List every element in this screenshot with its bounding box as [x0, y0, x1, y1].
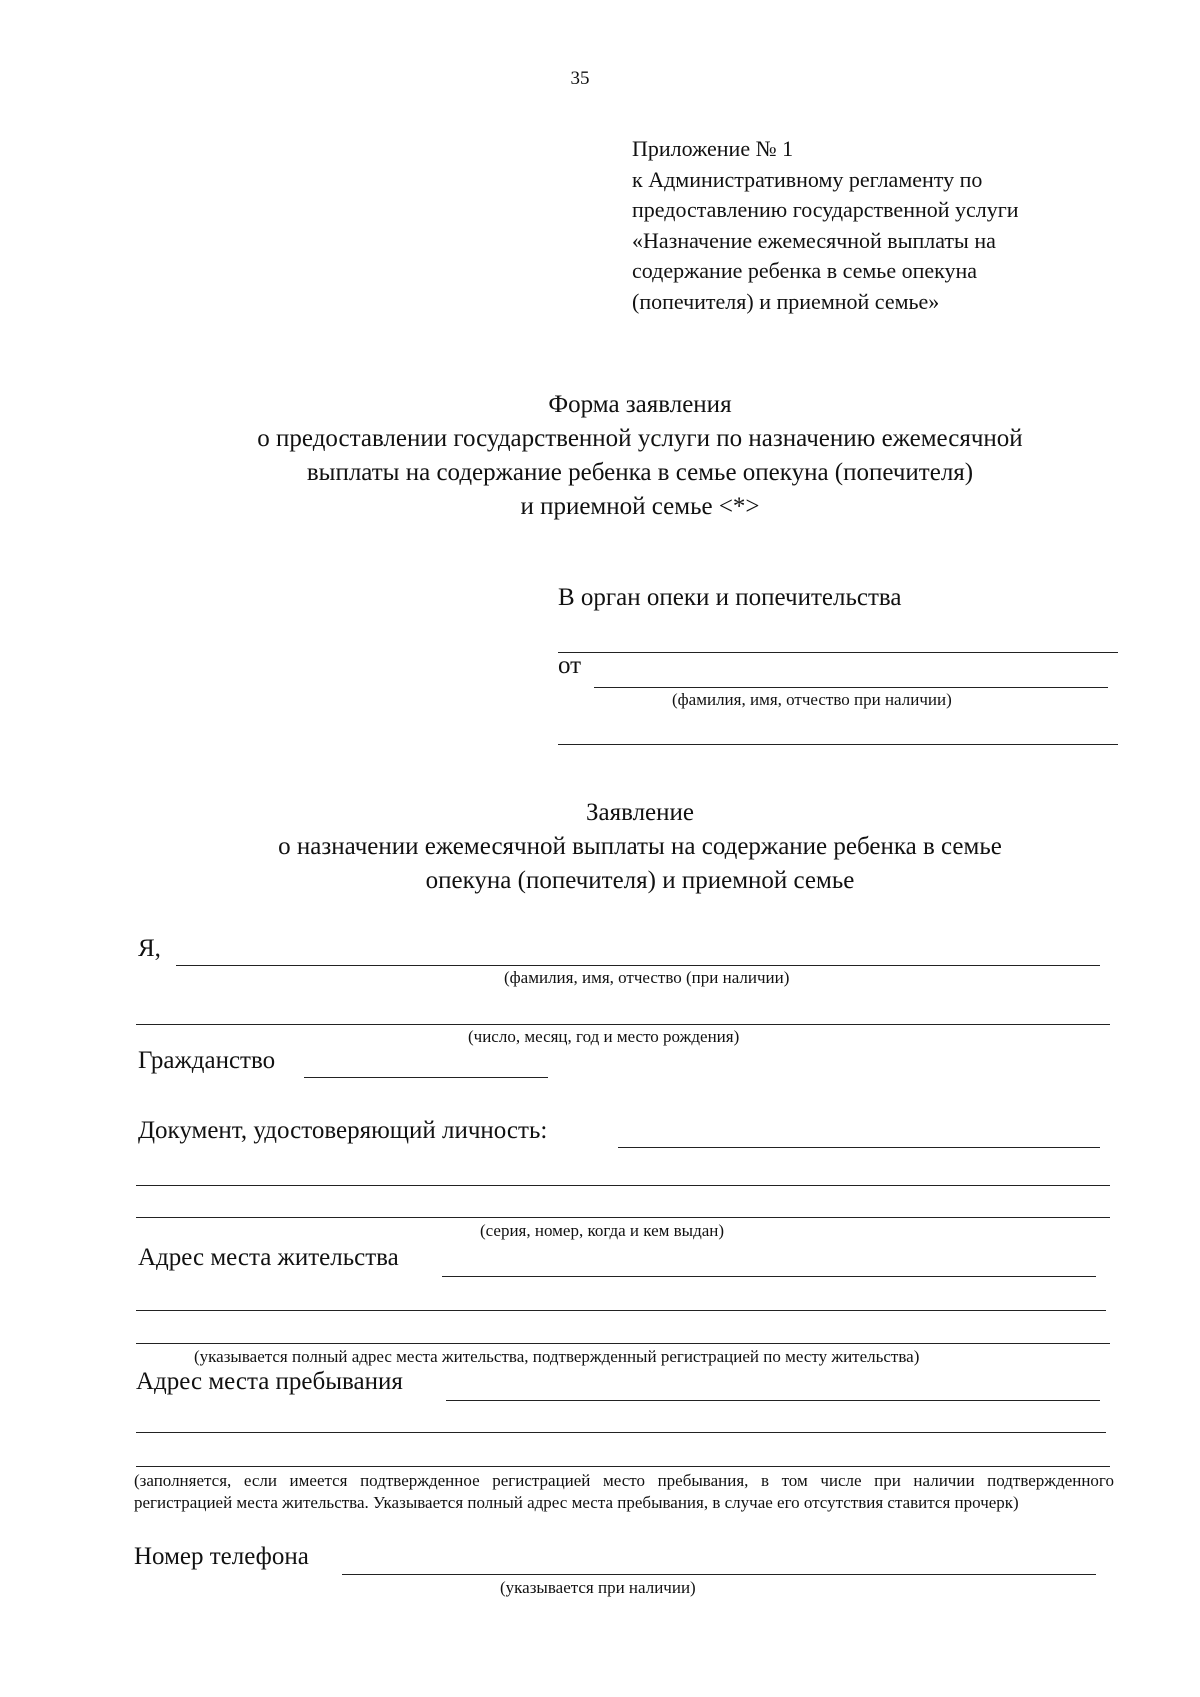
addressee-to-label: В орган опеки и попечительства: [558, 584, 902, 611]
phone-label: Номер телефона: [134, 1543, 309, 1570]
applicant-fio-field[interactable]: [176, 965, 1100, 966]
stay-field-line-3[interactable]: [136, 1466, 1110, 1467]
addressee-organ-field[interactable]: [558, 652, 1118, 653]
form-title-line: о предоставлении государственной услуги по назначению ежемесячной: [257, 425, 1023, 452]
residence-field-line-3[interactable]: [136, 1343, 1110, 1344]
id-doc-field[interactable]: [618, 1147, 1100, 1148]
residence-hint: (указывается полный адрес места жительства, подтвержденный регистрацией по месту жительства): [194, 1347, 920, 1366]
residence-field-line-2[interactable]: [136, 1310, 1106, 1311]
addressee-extra-field[interactable]: [558, 744, 1118, 745]
stay-hint: (заполняется, если имеется подтвержденное регистрацией место пребывания, в том числе при наличии подтвержденного регистрацией места жительства. Указывается полный адрес места пребывания, в случае его отсутствия ставится прочерк): [134, 1471, 1114, 1512]
phone-hint: (указывается при наличии): [500, 1578, 696, 1597]
page-number: 35: [570, 68, 590, 89]
applicant-i-label: Я,: [138, 935, 161, 962]
id-doc-field-line-2[interactable]: [136, 1185, 1110, 1186]
appendix-line: к Административному регламенту по: [632, 166, 983, 192]
id-doc-hint: (серия, номер, когда и кем выдан): [480, 1221, 725, 1240]
id-doc-label: Документ, удостоверяющий личность:: [138, 1117, 548, 1144]
addressee-from-field[interactable]: [594, 687, 1108, 688]
birth-hint: (число, месяц, год и место рождения): [468, 1027, 740, 1046]
appendix-header: [632, 134, 1019, 317]
birth-field[interactable]: [136, 1024, 1110, 1025]
form-title-line: и приемной семье <*>: [520, 493, 760, 520]
citizenship-label: Гражданство: [138, 1047, 276, 1074]
citizenship-field[interactable]: [304, 1077, 548, 1078]
form-title-line: выплаты на содержание ребенка в семье опекуна (попечителя): [306, 459, 974, 486]
id-doc-field-line-3[interactable]: [136, 1217, 1110, 1218]
addressee-from-label: от: [558, 652, 582, 679]
appendix-line: содержание ребенка в семье опекуна: [632, 258, 978, 283]
appendix-line: Приложение № 1: [632, 136, 794, 161]
appendix-line: предоставлению государственной услуги: [632, 197, 1019, 222]
statement-title-line: о назначении ежемесячной выплаты на содержание ребенка в семье: [278, 833, 1002, 860]
addressee-from-hint: (фамилия, имя, отчество при наличии): [672, 690, 952, 709]
stay-field-line-2[interactable]: [136, 1432, 1106, 1433]
appendix-line: «Назначение ежемесячной выплаты на: [632, 227, 996, 253]
residence-label: Адрес места жительства: [138, 1244, 399, 1271]
stay-label: Адрес места пребывания: [136, 1368, 403, 1395]
stay-field[interactable]: [446, 1400, 1100, 1401]
phone-field[interactable]: [342, 1574, 1096, 1575]
statement-title-line: Заявление: [585, 799, 695, 826]
applicant-fio-hint: (фамилия, имя, отчество (при наличии): [504, 968, 790, 987]
form-title-line: Форма заявления: [548, 391, 732, 418]
residence-field[interactable]: [442, 1276, 1096, 1277]
statement-title: [100, 796, 1180, 898]
form-title: [100, 388, 1180, 524]
appendix-line: (попечителя) и приемной семье»: [632, 288, 940, 314]
statement-title-line: опекуна (попечителя) и приемной семье: [425, 867, 855, 894]
